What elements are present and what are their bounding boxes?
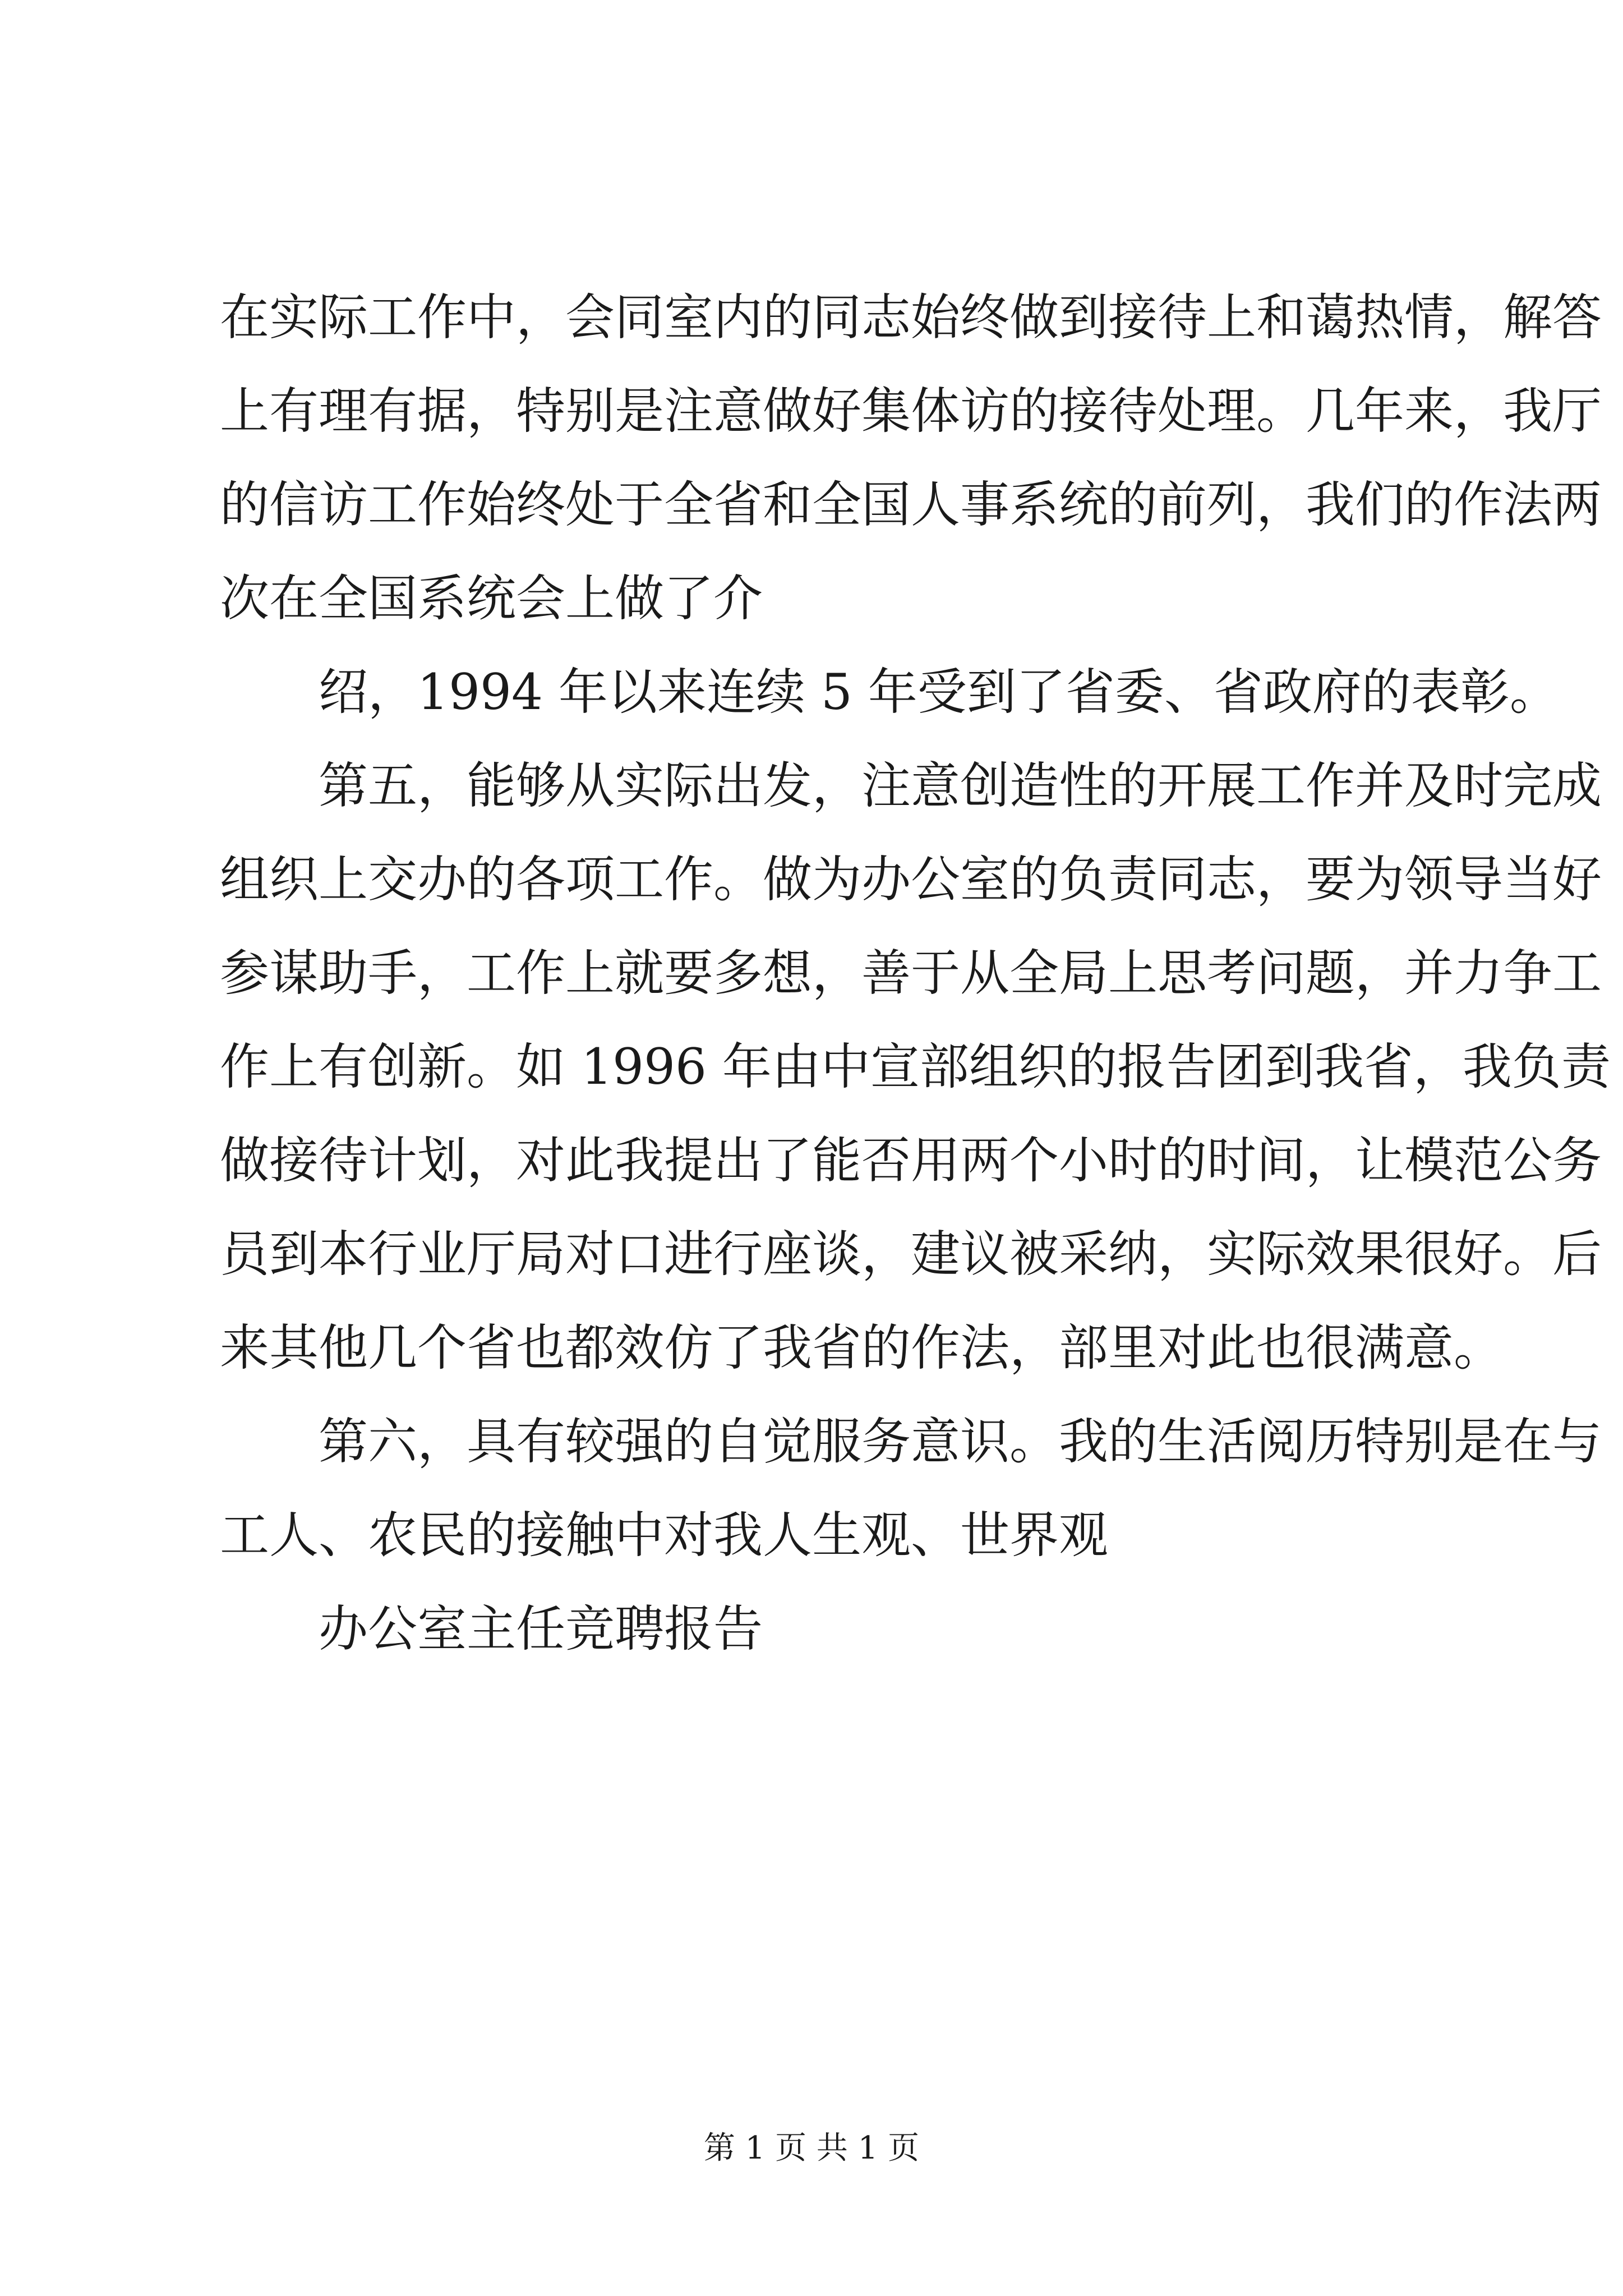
paragraph-line: 组织上交办的各项工作。做为办公室的负责同志，要为领导当好 (220, 850, 1602, 908)
paragraph-line: 作上有创新。如 1996 年由中宣部组织的报告团到我省，我负责 (220, 1038, 1611, 1096)
page-footer: 第 1 页 共 1 页 (703, 2130, 920, 2166)
paragraph-line: 做接待计划，对此我提出了能否用两个小时的时间，让模范公务 (220, 1131, 1602, 1189)
document-body (220, 270, 1611, 1676)
paragraph-line: 参谋助手，工作上就要多想，善于从全局上思考问题，并力争工 (220, 944, 1602, 1002)
paragraph-line: 在实际工作中，会同室内的同志始终做到接待上和蔼热情，解答 (220, 288, 1602, 346)
paragraph-line: 第五，能够从实际出发，注意创造性的开展工作并及时完成 (319, 757, 1602, 815)
paragraph-line: 工人、农民的接触中对我人生观、世界观 (220, 1506, 1109, 1564)
paragraph-line: 次在全国系统会上做了介 (220, 569, 763, 627)
paragraph-line: 的信访工作始终处于全省和全国人事系统的前列，我们的作法两 (220, 476, 1602, 533)
paragraph-line: 上有理有据，特别是注意做好集体访的接待处理。几年来，我厅 (220, 382, 1602, 440)
paragraph-line: 员到本行业厅局对口进行座谈，建议被采纳，实际效果很好。后 (220, 1225, 1602, 1283)
paragraph-line: 绍，1994 年以来连续 5 年受到了省委、省政府的表彰。 (319, 663, 1559, 721)
paragraph-line: 来其他几个省也都效仿了我省的作法，部里对此也很满意。 (220, 1319, 1504, 1377)
document-title-line: 办公室主任竞聘报告 (319, 1600, 763, 1658)
paragraph-line: 第六，具有较强的自觉服务意识。我的生活阅历特别是在与 (319, 1412, 1602, 1470)
